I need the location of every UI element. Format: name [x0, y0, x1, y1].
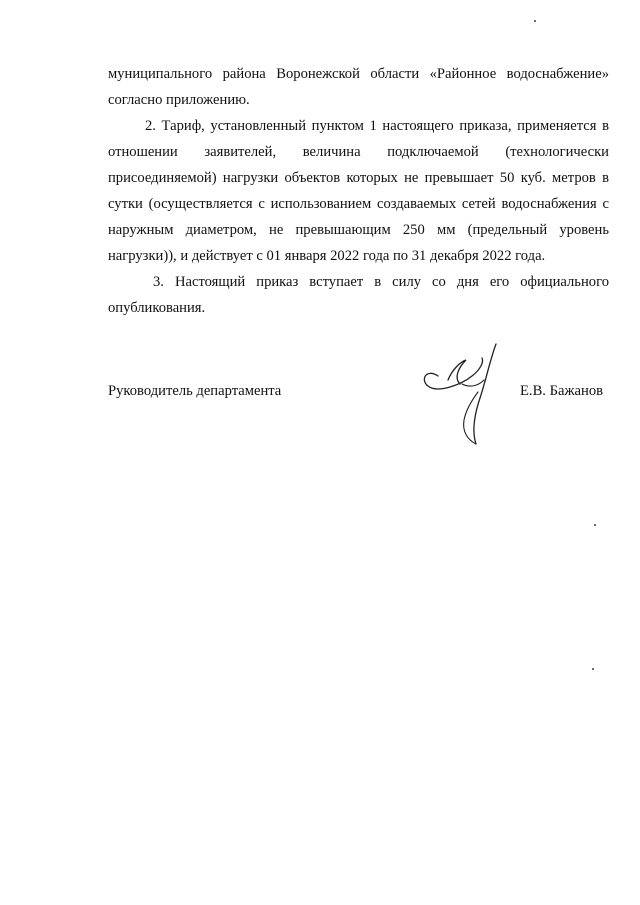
- signatory-name: Е.В. Бажанов: [520, 383, 604, 399]
- paragraph-3-line-2: опубликования.: [108, 300, 206, 316]
- handwritten-signature: [418, 340, 508, 450]
- paragraph-2-line-3: присоединяемой) нагрузки объектов которых не превышает 50 куб. метров в: [108, 170, 609, 186]
- paragraph-1-line-2: согласно приложению.: [108, 92, 250, 108]
- paragraph-2-line-1: 2. Тариф, установленный пунктом 1 настоящего приказа, применяется в: [145, 118, 609, 134]
- scan-speck: [534, 20, 536, 22]
- scan-speck: [592, 668, 594, 670]
- paragraph-1-line-1: муниципального района Воронежской области «Районное водоснабжение»: [108, 66, 609, 82]
- signatory-position: Руководитель департамента: [108, 383, 282, 399]
- paragraph-3-line-1: 3. Настоящий приказ вступает в силу со дня его официального: [153, 274, 609, 290]
- paragraph-2-line-6: нагрузки)), и действует с 01 января 2022 года по 31 декабря 2022 года.: [108, 248, 546, 264]
- paragraph-2-line-4: сутки (осуществляется с использованием создаваемых сетей водоснабжения с: [108, 196, 609, 212]
- paragraph-2-line-2: отношении заявителей, величина подключаемой (технологически: [108, 144, 609, 160]
- scan-speck: [594, 524, 596, 526]
- paragraph-2-line-5: наружным диаметром, не превышающим 250 мм (предельный уровень: [108, 222, 609, 238]
